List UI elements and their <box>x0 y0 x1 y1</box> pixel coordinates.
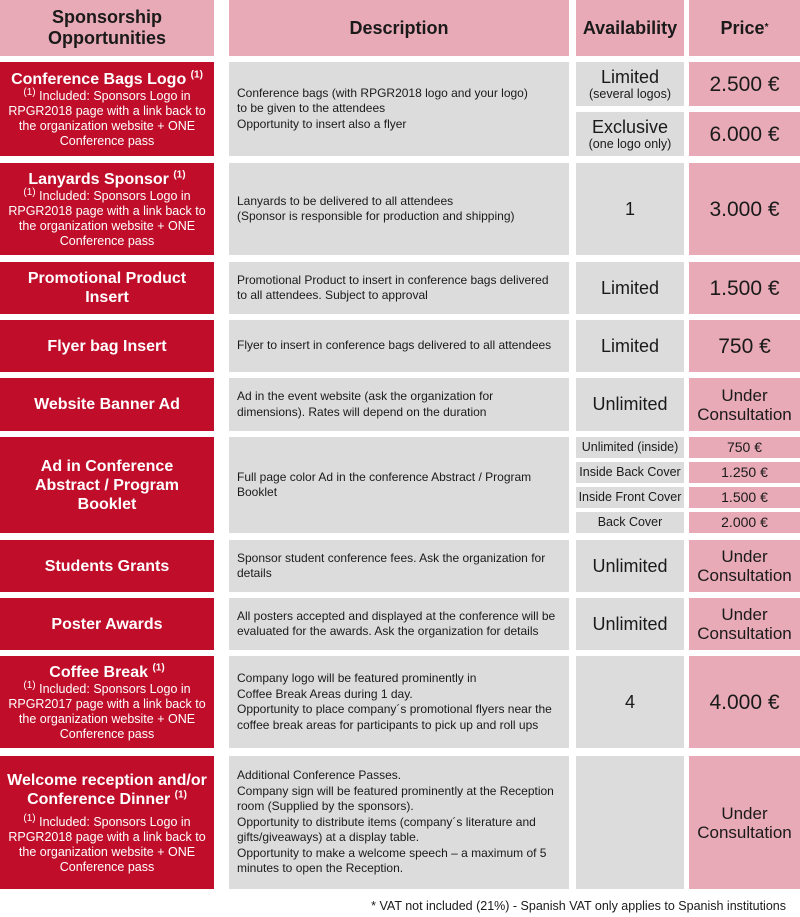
row-booklet-availability-2: Inside Back Cover <box>576 462 684 483</box>
row-coffee-name: Coffee Break $^{(1)}$ $^{(1)}$ Included: Sponsors Logo in RPGR2017 page with a link back to the organization website + ONE Conference pass <box>0 656 214 748</box>
row-poster-price: Under Consultation <box>689 598 800 650</box>
row-promo-description: Promotional Product to insert in conference bags delivered to all attendees. Subject to approval <box>229 262 569 314</box>
row-coffee-availability: 4 <box>576 656 684 748</box>
row-grants-description: Sponsor student conference fees. Ask the organization for details <box>229 540 569 592</box>
row-booklet-price-2: 1.250 € <box>689 462 800 483</box>
row-promo-price: 1.500 € <box>689 262 800 314</box>
row-welcome-price: Under Consultation <box>689 756 800 889</box>
row-bags-price-2: 6.000 € <box>689 112 800 156</box>
row-lanyards-availability: 1 <box>576 163 684 255</box>
header-price: Price * <box>689 0 800 56</box>
row-bags-description: Conference bags (with RPGR2018 logo and your logo) to be given to the attendees Opportunity to insert also a flyer <box>229 62 569 156</box>
row-booklet-price-4: 2.000 € <box>689 512 800 533</box>
row-bags-price-1: 2.500 € <box>689 62 800 106</box>
row-coffee-price: 4.000 € <box>689 656 800 748</box>
row-lanyards-name: Lanyards Sponsor $^{(1)}$ $^{(1)}$ Included: Sponsors Logo in RPGR2018 page with a link back to the organization website + ONE Conference pass <box>0 163 214 255</box>
row-banner-price: Under Consultation <box>689 378 800 431</box>
row-flyer-description: Flyer to insert in conference bags delivered to all attendees <box>229 320 569 372</box>
row-lanyards-description: Lanyards to be delivered to all attendees (Sponsor is responsible for production and shipping) <box>229 163 569 255</box>
row-booklet-availability-1: Unlimited (inside) <box>576 437 684 458</box>
row-banner-availability: Unlimited <box>576 378 684 431</box>
row-poster-description: All posters accepted and displayed at the conference will be evaluated for the awards. Ask the organization for details <box>229 598 569 650</box>
row-bags-name: Conference Bags Logo $^{(1)}$ $^{(1)}$ Included: Sponsors Logo in RPGR2018 page with a link back to the organization website + ONE Conference pass <box>0 62 214 156</box>
row-welcome-name: Welcome reception and/or Conference Dinner $^{(1)}$ $^{(1)}$ Included: Sponsors Logo in RPGR2018 page with a link back to the organization website + ONE Conference pass <box>0 756 214 889</box>
row-welcome-description: Additional Conference Passes. Company sign will be featured prominently at the Reception room (Supplied by the sponsors). Opportunity to distribute items (company´s literature and gifts/giveaways) at a display table. Opportunity to make a welcome speech – a maximum of 5 minutes to open the Reception. <box>229 756 569 889</box>
row-banner-description: Ad in the event website (ask the organization for dimensions). Rates will depend on the duration <box>229 378 569 431</box>
row-promo-availability: Limited <box>576 262 684 314</box>
row-grants-price: Under Consultation <box>689 540 800 592</box>
row-flyer-availability: Limited <box>576 320 684 372</box>
row-grants-name: Students Grants <box>0 540 214 592</box>
row-bags-availability-1: Limited (several logos) <box>576 62 684 106</box>
row-booklet-price-3: 1.500 € <box>689 487 800 508</box>
row-promo-name: Promotional Product Insert <box>0 262 214 314</box>
row-coffee-description: Company logo will be featured prominently in Coffee Break Areas during 1 day. Opportunity to place company´s promotional flyers near the coffee break areas for participants to pick up and roll ups <box>229 656 569 748</box>
row-booklet-price-1: 750 € <box>689 437 800 458</box>
row-booklet-name: Ad in Conference Abstract / Program Booklet <box>0 437 214 533</box>
header-availability: Availability <box>576 0 684 56</box>
header-opportunities: Sponsorship Opportunities <box>0 0 214 56</box>
row-poster-availability: Unlimited <box>576 598 684 650</box>
row-lanyards-price: 3.000 € <box>689 163 800 255</box>
row-welcome-availability <box>576 756 684 889</box>
row-booklet-description: Full page color Ad in the conference Abstract / Program Booklet <box>229 437 569 533</box>
row-booklet-availability-3: Inside Front Cover <box>576 487 684 508</box>
row-flyer-price: 750 € <box>689 320 800 372</box>
vat-footnote: * VAT not included (21%) - Spanish VAT only applies to Spanish institutions <box>371 899 786 913</box>
row-bags-availability-2: Exclusive (one logo only) <box>576 112 684 156</box>
row-flyer-name: Flyer bag Insert <box>0 320 214 372</box>
row-poster-name: Poster Awards <box>0 598 214 650</box>
row-banner-name: Website Banner Ad <box>0 378 214 431</box>
row-booklet-availability-4: Back Cover <box>576 512 684 533</box>
header-description: Description <box>229 0 569 56</box>
row-grants-availability: Unlimited <box>576 540 684 592</box>
